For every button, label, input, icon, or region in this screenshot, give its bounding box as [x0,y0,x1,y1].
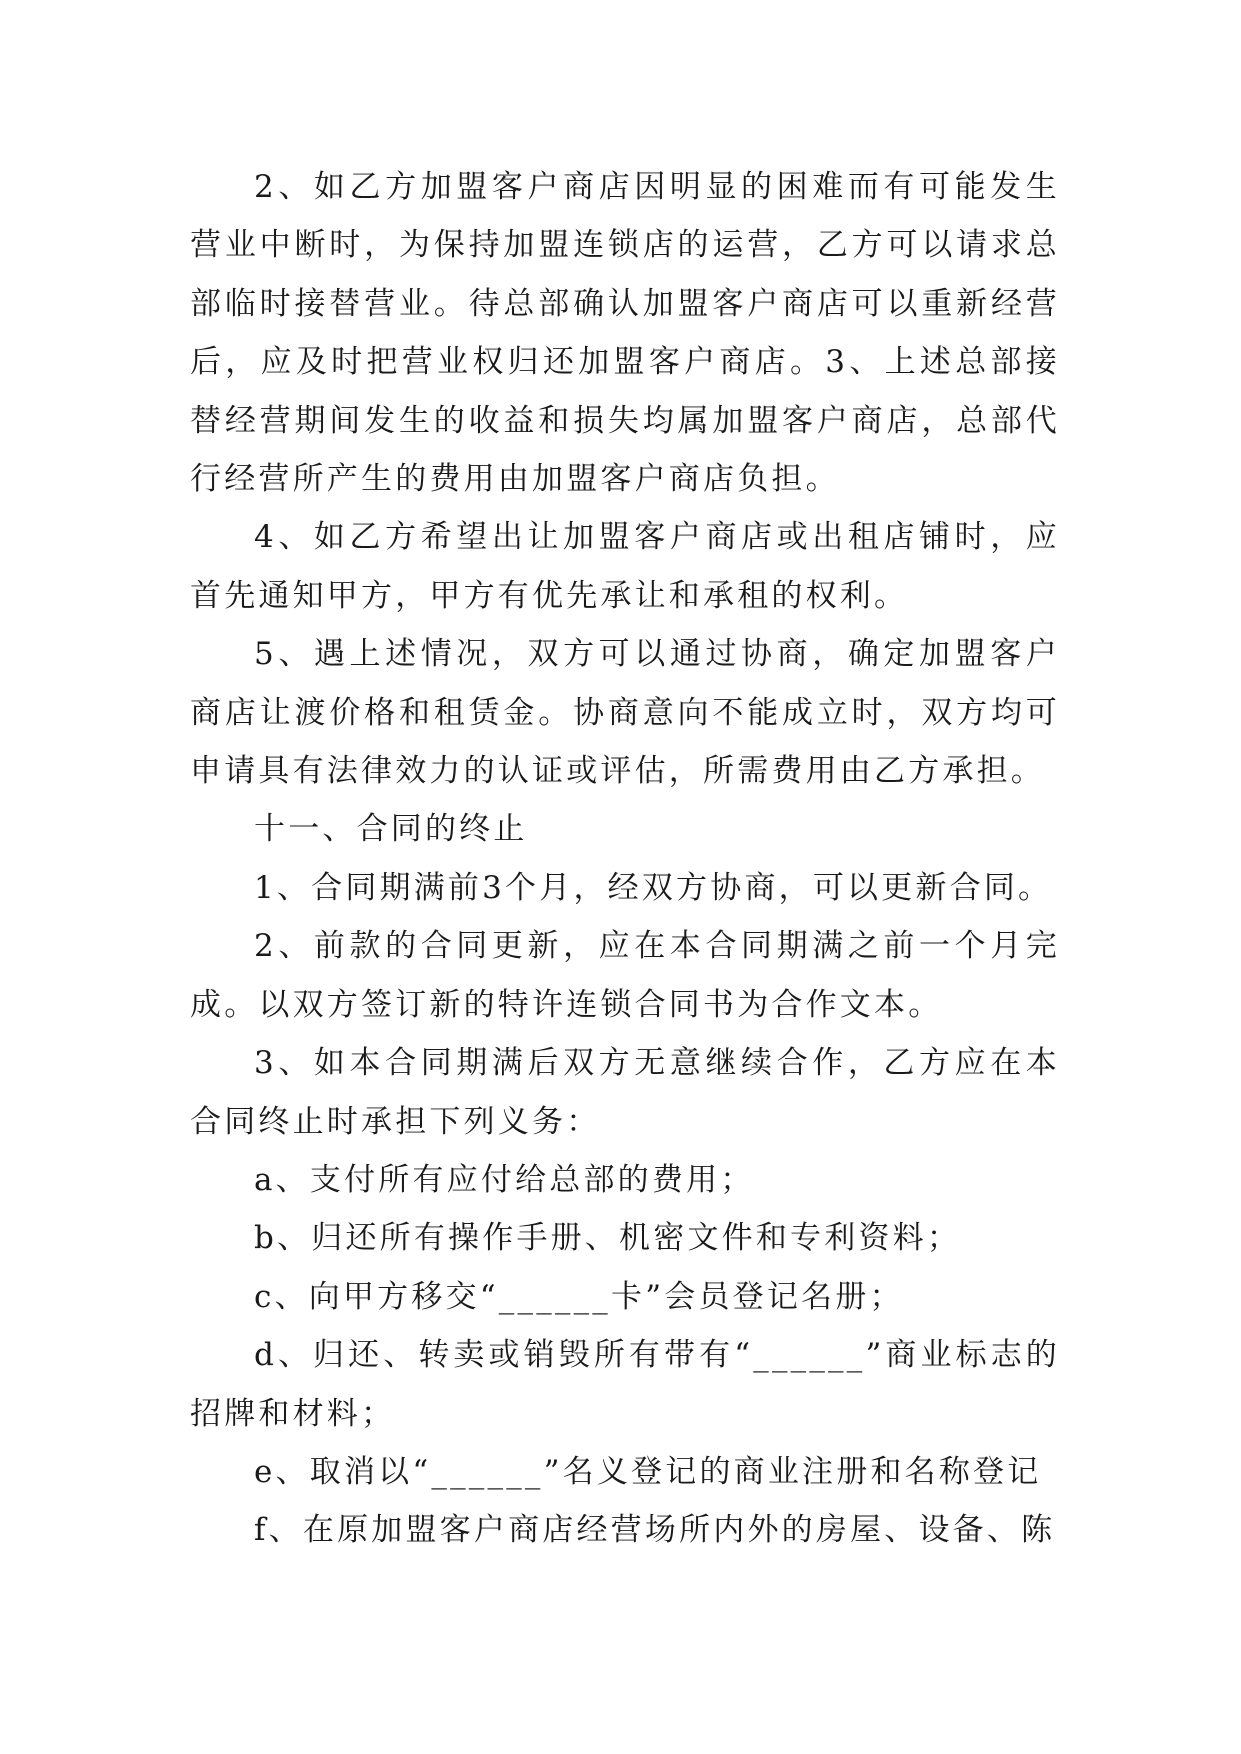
list-item-a: a、支付所有应付给总部的费用； [254,1161,755,1198]
paragraph-transfer-notice: 4、如乙方希望出让加盟客户商店或出租店铺时，应首先通知甲方，甲方有优先承让和承租的权利。 [190,519,1060,614]
paragraph-negotiation: 5、遇上述情况，双方可以通过协商，确定加盟客户商店让渡价格和租赁金。协商意向不能成立时，双方均可申请具有法律效力的认证或评估，所需费用由乙方承担。 [190,636,1060,790]
list-item-c: c、向甲方移交“______卡”会员登记名册； [254,1278,904,1315]
list-item-b: b、归还所有操作手册、机密文件和专利资料； [254,1220,962,1257]
paragraph-renewal: 1、合同期满前3个月，经双方协商，可以更新合同。 [254,869,1053,906]
list-item-f: f、在原加盟客户商店经营场所内外的房屋、设备、陈 [254,1512,1056,1549]
list-item-e: e、取消以“______”名义登记的商业注册和名称登记 [254,1453,1042,1490]
paragraph-renewal-deadline: 2、前款的合同更新，应在本合同期满之前一个月完成。以双方签订新的特许连锁合同书为合作文本。 [190,928,1060,1023]
section-heading-termination: 十一、合同的终止 [254,811,528,848]
document-body [190,158,1060,1560]
list-item-d: d、归还、转卖或销毁所有带有“______”商业标志的招牌和材料； [190,1337,1060,1432]
paragraph-obligations: 3、如本合同期满后双方无意继续合作，乙方应在本合同终止时承担下列义务： [190,1045,1060,1140]
paragraph-takeover: 2、如乙方加盟客户商店因明显的困难而有可能发生营业中断时，为保持加盟连锁店的运营，乙方可以请求总部临时接替营业。待总部确认加盟客户商店可以重新经营后，应及时把营业权归还加盟客户商店。3、上述总部接替经营期间发生的收益和损失均属加盟客户商店，总部代行经营所产生的费用由加盟客户商店负担。 [190,169,1060,498]
